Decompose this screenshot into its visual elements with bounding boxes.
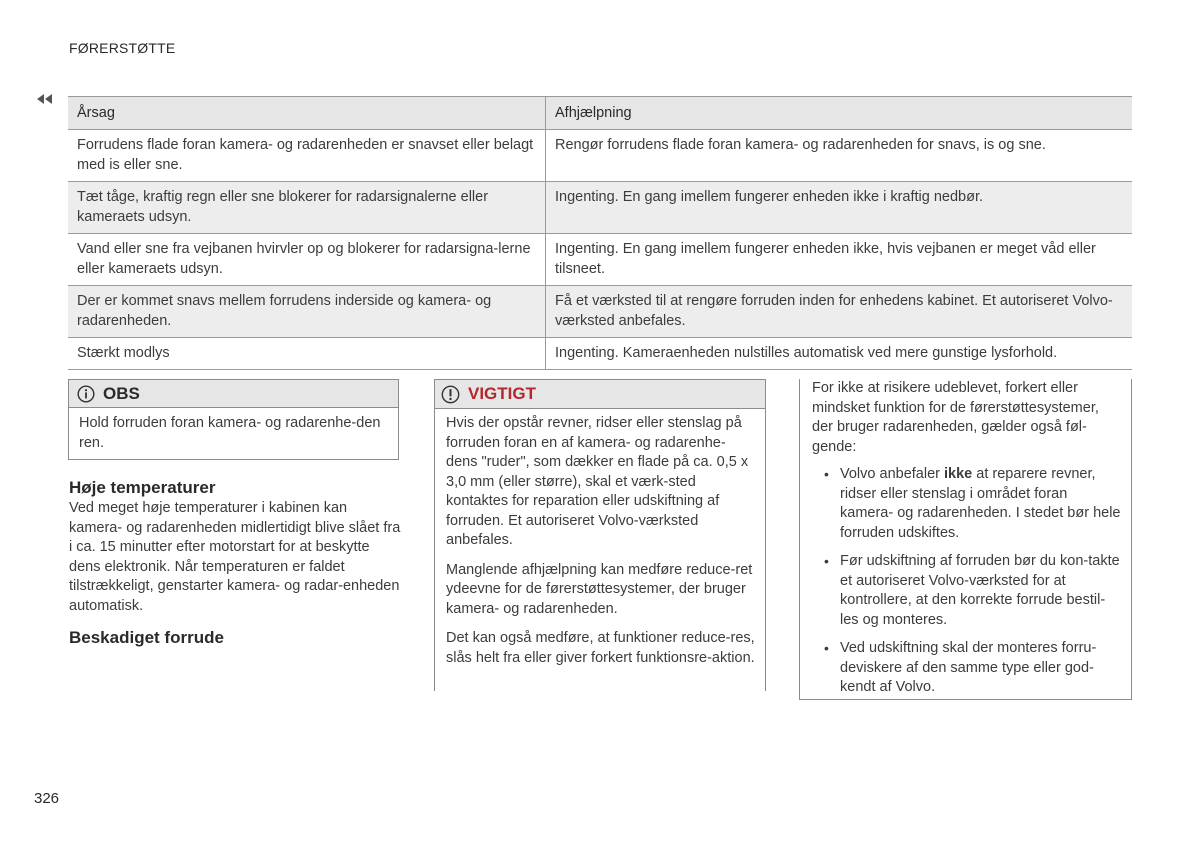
important-note-body	[435, 409, 765, 668]
remedy-cell: Ingenting. En gang imellem fungerer enheden ikke i kraftig nedbør.	[546, 182, 1133, 234]
obs-note-title: OBS	[103, 383, 140, 403]
cause-cell: Stærkt modlys	[68, 338, 546, 370]
cause-cell: Forrudens flade foran kamera- og radarenheden er snavset eller belagt med is eller sne.	[68, 130, 546, 182]
cause-remedy-table	[68, 96, 1132, 370]
bullet-icon: •	[824, 640, 829, 656]
cause-cell: Vand eller sne fra vejbanen hvirvler op og blokerer for radarsigna-lerne eller kameraets udsyn.	[68, 234, 546, 286]
column-header-cause: Årsag	[68, 97, 546, 130]
important-note-title: VIGTIGT	[468, 384, 536, 403]
important-note-box	[434, 379, 766, 691]
remedy-cell: Ingenting. En gang imellem fungerer enheden ikke, hvis vejbanen er meget våd eller tilsneet.	[546, 234, 1133, 286]
obs-note-header	[69, 380, 398, 408]
info-circle-icon	[77, 385, 95, 403]
important-note-header	[435, 380, 765, 409]
high-temperature-text: Ved meget høje temperaturer i kabinen kan kamera- og radarenheden midlertidigt blive slået fra i ca. 15 minutter efter motorstart for at beskytte dens elektronik. Når temperaturen er faldet tilstrækkeligt, genstarter kamera- og radar-enheden automatisk.	[69, 500, 401, 614]
double-chevron-left-icon[interactable]	[36, 93, 54, 105]
cause-cell: Tæt tåge, kraftig regn eller sne blokerer for radarsignalerne eller kameraets udsyn.	[68, 182, 546, 234]
damaged-windshield-heading: Beskadiget forrude	[69, 628, 224, 647]
list-item-text: Ved udskiftning skal der monteres forru-deviskere af den samme type eller god-kendt af Volvo.	[840, 640, 1097, 695]
high-temperature-heading: Høje temperaturer	[69, 478, 216, 497]
table-row	[68, 182, 1132, 234]
exclamation-circle-icon	[441, 385, 460, 404]
requirements-intro: For ikke at risikere udeblevet, forkert eller mindsket funktion for de førerstøttesystemer, der bruger radarenheden, gælder også føl-gende:	[812, 380, 1099, 455]
important-paragraph: Det kan også medføre, at funktioner reduce-res, slås helt fra eller giver forkert funktionsre-aktion.	[446, 630, 755, 666]
list-item	[812, 639, 1121, 698]
remedy-cell: Ingenting. Kameraenheden nulstilles automatisk ved mere gunstige lysforhold.	[546, 338, 1133, 370]
important-paragraph: Hvis der opstår revner, ridser eller stenslag på forruden foran en af kamera- og radarenhe-dens "ruder", som dækker en flade på ca. 0,5 x 3,0 mm (eller større), skal et værk-sted kontaktes for reparation eller udskiftning af forruden. Et autoriseret Volvo-værksted anbefales.	[446, 415, 749, 548]
section-title: FØRERSTØTTE	[69, 40, 176, 56]
table-row	[68, 286, 1132, 338]
list-item-text: Før udskiftning af forruden bør du kon-takte et autoriseret Volvo-værksted for at kontrollere, at den korrekte forrude bestil-les og monteres.	[840, 553, 1120, 628]
windshield-requirements-box	[799, 379, 1132, 700]
table-row	[68, 234, 1132, 286]
page-number: 326	[34, 790, 60, 807]
requirements-list	[812, 465, 1121, 698]
list-item-text: Volvo anbefaler ikke at reparere revner, ridser eller stenslag i området foran kamera- og radarenheden. I stedet bør hele forruden udskiftes.	[840, 466, 1121, 541]
important-paragraph: Manglende afhjælpning kan medføre reduce-ret ydeevne for de førerstøttesystemer, der bruger kamera- og radarenheden.	[446, 561, 753, 617]
obs-note-box	[68, 379, 399, 460]
table-header-row	[68, 97, 1132, 130]
remedy-cell: Få et værksted til at rengøre forruden inden for enhedens kabinet. Et autoriseret Volvo-værksted anbefales.	[546, 286, 1133, 338]
table-row	[68, 338, 1132, 370]
bullet-icon: •	[824, 553, 829, 569]
remedy-cell: Rengør forrudens flade foran kamera- og radarenheden for snavs, is og sne.	[546, 130, 1133, 182]
cause-cell: Der er kommet snavs mellem forrudens inderside og kamera- og radarenheden.	[68, 286, 546, 338]
emphasis-text: ikke	[944, 466, 973, 482]
bullet-icon: •	[824, 466, 829, 482]
table-row	[68, 130, 1132, 182]
list-item	[812, 552, 1121, 630]
column-header-remedy: Afhjælpning	[546, 97, 1133, 130]
obs-note-text: Hold forruden foran kamera- og radarenhe-den ren.	[79, 415, 381, 451]
list-item	[812, 465, 1121, 543]
